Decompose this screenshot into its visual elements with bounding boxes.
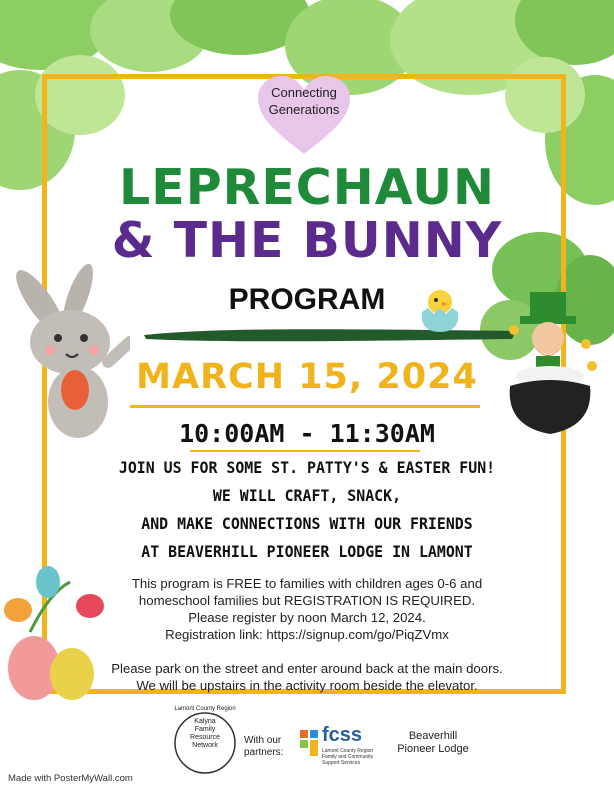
title-line-2: & THE BUNNY: [111, 212, 503, 269]
kfrn-logo-text: Kalyna Family Resource Network: [190, 718, 220, 749]
lodge-logo-text: Beaverhill Pioneer Lodge: [397, 730, 469, 755]
connecting-generations-heart: [256, 76, 352, 156]
intro-line-2: WE WILL CRAFT, SNACK,: [212, 486, 402, 505]
intro-line-3: AND MAKE CONNECTIONS WITH OUR FRIENDS: [141, 514, 473, 533]
easter-eggs-illustration: [0, 562, 110, 702]
details-line-4: Registration link: https://signup.com/go/PiqZVmx: [165, 627, 449, 642]
event-date: MARCH 15, 2024: [136, 357, 478, 397]
title-line-3: PROGRAM: [228, 283, 386, 316]
kfrn-arc-text: Lamont County Region: [174, 706, 236, 712]
parking-line-2: We will be upstairs in the activity room beside the elevator.: [136, 678, 478, 693]
chick-egg-icon: [418, 286, 462, 334]
title-line-1: LEPRECHAUN: [119, 159, 495, 216]
fcss-logo-icon: [298, 728, 320, 758]
fcss-logo-text: fcss: [322, 724, 363, 746]
leprechaun-illustration: [496, 286, 606, 446]
details-line-2: homeschool families but REGISTRATION IS REQUIRED.: [138, 593, 476, 608]
parking-line-1: Please park on the street and enter around back at the main doors.: [111, 661, 503, 676]
partners-label: With our partners:: [244, 735, 284, 758]
fcss-subtitle: Lamont County Region Family and Community Support Services: [322, 748, 374, 766]
heart-label: Connecting Generations: [268, 85, 340, 117]
date-underline: [130, 405, 480, 408]
brush-stroke-divider: [140, 325, 520, 345]
details-line-3: Please register by noon March 12, 2024.: [188, 610, 426, 625]
intro-line-4: AT BEAVERHILL PIONEER LODGE IN LAMONT: [141, 542, 473, 561]
bunny-illustration: [0, 262, 130, 442]
details-line-1: This program is FREE to families with children ages 0-6 and: [131, 576, 483, 591]
time-underline: [190, 450, 420, 452]
event-time: 10:00AM - 11:30AM: [179, 419, 435, 448]
postermywall-credit: Made with PosterMyWall.com: [8, 773, 133, 784]
intro-line-1: JOIN US FOR SOME ST. PATTY'S & EASTER FUN!: [118, 458, 496, 477]
